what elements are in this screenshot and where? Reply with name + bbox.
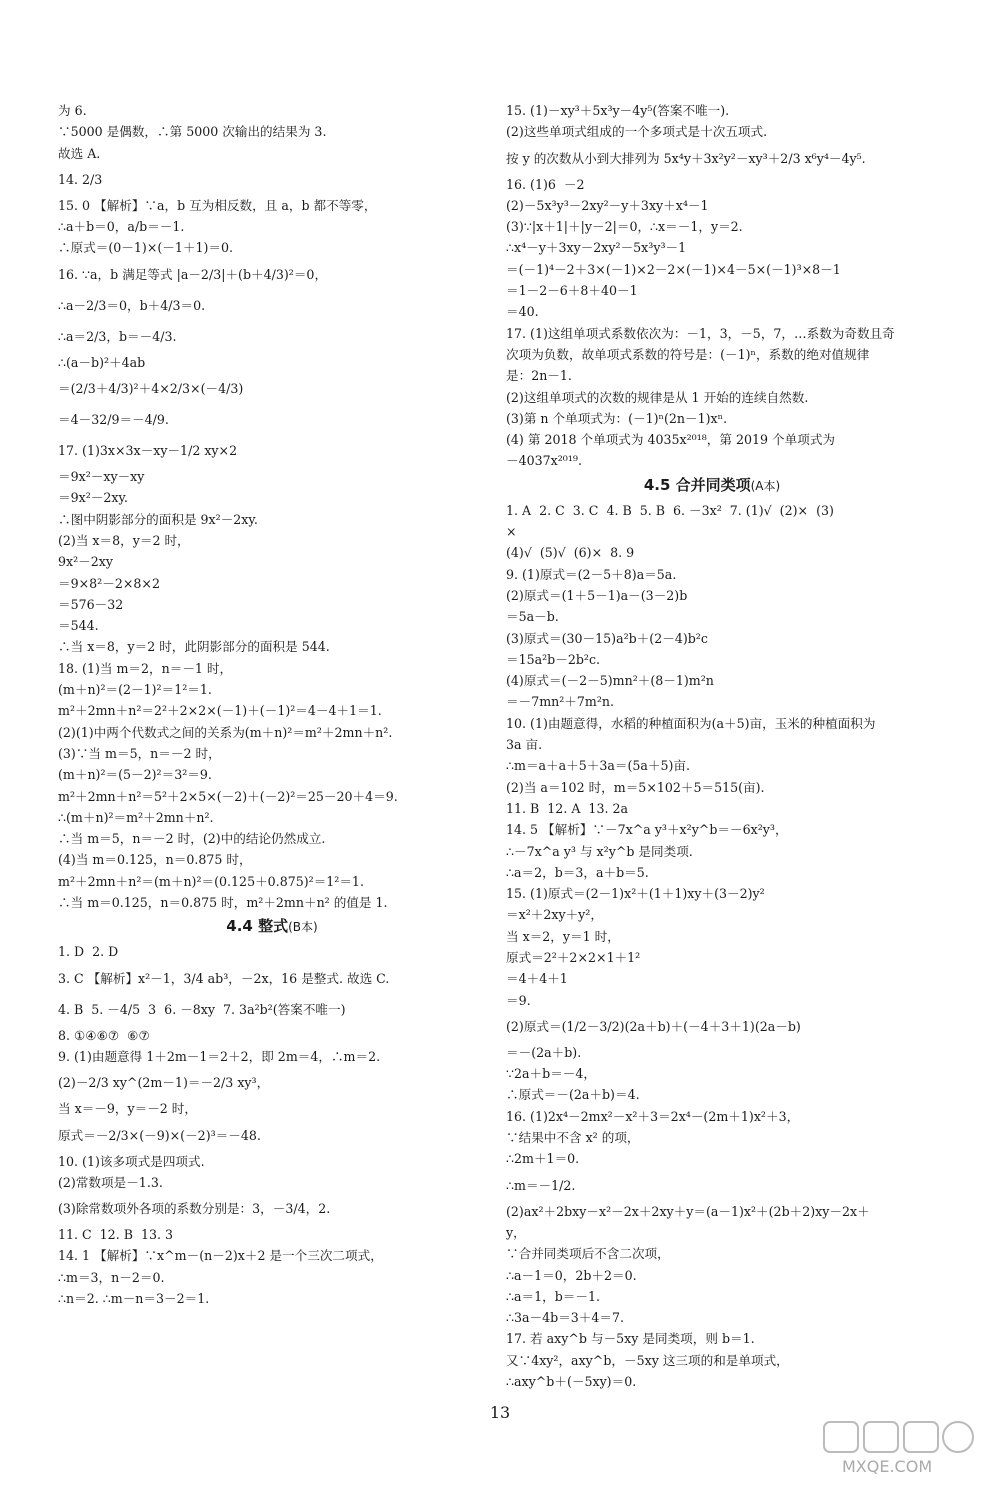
answer-line: ＝－7mn²＋7m²n. (506, 694, 615, 710)
section-title: 4.5 合并同类项 (643, 475, 751, 494)
answer-line: 1. A 2. C 3. C 4. B 5. B 6. －3x² 7. (1)√ (2)× (3) (506, 502, 834, 518)
answer-line: ∴－7x^a y³ 与 x²y^b 是同类项. (506, 843, 693, 859)
answer-line: 3a 亩. (506, 737, 543, 753)
answer-line: 当 x＝－9，y＝－2 时， (58, 1101, 197, 1117)
answer-line: ＝544. (58, 618, 99, 634)
section-edition: (B本) (288, 920, 318, 935)
answer-line: (2)常数项是－1.3. (58, 1174, 163, 1190)
answer-line: (2)(1)中两个代数式之间的关系为(m＋n)²＝m²＋2mn＋n². (58, 724, 393, 740)
answer-line: 16. (1)6 －2 (506, 176, 585, 192)
answer-line: 是：2n－1. (506, 368, 572, 384)
answer-line: ∵2a＋b＝－4， (506, 1066, 596, 1082)
answer-line: (4)当 m＝0.125，n＝0.875 时， (58, 852, 252, 868)
answer-line: ＝－(2a＋b). (506, 1044, 582, 1060)
answer-line: 10. (1)由题意得，水稻的种植面积为(a＋5)亩，玉米的种植面积为 (506, 715, 876, 731)
answer-line: ＝576－32 (58, 596, 124, 612)
answer-line: 8. ①④⑥⑦ ⑥⑦ (58, 1027, 150, 1043)
answer-line: ∴axy^b＋(－5xy)＝0. (506, 1374, 637, 1390)
answer-line: ＝4－32/9＝－4/9. (58, 412, 169, 428)
answer-line: ∴m＝－1/2. (506, 1177, 576, 1193)
answer-line: 14. 2/3 (58, 171, 103, 187)
section-title: 4.4 整式 (226, 917, 289, 936)
answer-line: (3)∵当 m＝5，n＝－2 时， (58, 745, 221, 761)
answer-line: 当 x＝2，y＝1 时， (506, 928, 620, 944)
answer-line: (3)第 n 个单项式为：(－1)ⁿ(2n－1)xⁿ. (506, 410, 728, 426)
answer-line: 原式＝2²＋2×2×1＋1² (506, 949, 641, 965)
answer-line: (4)原式＝(－2－5)mn²＋(8－1)m²n (506, 673, 714, 689)
watermark-text: MXQE.COM (842, 1457, 933, 1476)
answer-line: ∴a＝2/3，b＝－4/3. (58, 328, 177, 344)
answer-line: 3. C 【解析】x²－1，3/4 ab³，－2x，16 是整式. 故选 C. (58, 970, 390, 986)
answer-line: －4037x²⁰¹⁹. (506, 453, 582, 469)
answer-line: ＝x²＋2xy＋y²， (506, 907, 603, 923)
answer-line: (m＋n)²＝(5－2)²＝3²＝9. (58, 767, 212, 783)
answer-line: ＝9×8²－2×8×2 (58, 575, 160, 591)
answer-line: (3)除常数项外各项的系数分别是：3，－3/4，2. (58, 1201, 331, 1217)
answer-line: 10. (1)该多项式是四项式. (58, 1153, 205, 1169)
answer-line: ∴原式＝(0－1)×(－1＋1)＝0. (58, 240, 234, 256)
answer-line: ＝9x²－2xy. (58, 490, 128, 506)
answer-line: ＝(－1)⁴－2＋3×(－1)×2－2×(－1)×4－5×(－1)³×8－1 (506, 261, 841, 277)
answer-line: (2)当 x＝8，y＝2 时， (58, 532, 190, 548)
answer-line: 15. 0 【解析】∵a，b 互为相反数，且 a，b 都不等零， (58, 197, 377, 213)
section-heading (58, 913, 486, 941)
answer-line: ＝5a－b. (506, 609, 559, 625)
answer-line: ＝9x²－xy－xy (58, 469, 145, 485)
answer-line: ∴a＝2，b＝3，a＋b＝5. (506, 864, 649, 880)
answer-line: 15. (1)原式＝(2－1)x²＋(1＋1)xy＋(3－2)y² (506, 886, 765, 902)
answer-line: ∵结果中不含 x² 的项， (506, 1130, 640, 1146)
answer-line: ∴3a－4b＝3＋4＝7. (506, 1310, 625, 1326)
answer-line: 1. D 2. D (58, 944, 119, 960)
answer-line: ∴n＝2. ∴m－n＝3－2＝1. (58, 1290, 210, 1306)
answer-line: (2)原式＝(1＋5－1)a－(3－2)b (506, 587, 688, 603)
answer-line: ∴m＝3，n－2＝0. (58, 1269, 165, 1285)
answer-line: 次项为负数，故单项式系数的符号是：(－1)ⁿ，系数的绝对值规律 (506, 346, 870, 362)
answer-line: 4. B 5. －4/5 3 6. －8xy 7. 3a²b²(答案不唯一) (58, 1001, 346, 1017)
answer-line: (4)√ (5)√ (6)× 8. 9 (506, 545, 635, 561)
answer-line: ∴2m＋1＝0. (506, 1151, 580, 1167)
answer-line: ∵合并同类项后不含二次项， (506, 1246, 670, 1262)
answer-line: 11. B 12. A 13. 2a (506, 800, 628, 816)
answer-line: ∴a－1＝0，2b＋2＝0. (506, 1267, 637, 1283)
answer-line: (2)原式＝(1/2－3/2)(2a＋b)＋(－4＋3＋1)(2a－b) (506, 1018, 801, 1034)
answer-line: 14. 1 【解析】∵x^m－(n－2)x＋2 是一个三次二项式， (58, 1248, 383, 1264)
answer-line: ∴图中阴影部分的面积是 9x²－2xy. (58, 511, 258, 527)
answer-line: ＝1－2－6＋8＋40－1 (506, 283, 638, 299)
answer-line: (2)当 a＝102 时，m＝5×102＋5＝515(亩). (506, 779, 765, 795)
answer-line: (2)这组单项式的次数的规律是从 1 开始的连续自然数. (506, 389, 809, 405)
answer-line: 15. (1)－xy³＋5x³y－4y⁵(答案不唯一). (506, 103, 730, 118)
left-column (58, 100, 486, 1309)
answer-line: 9x²－2xy (58, 554, 113, 570)
answer-line: 故选 A. (58, 145, 101, 161)
answer-line: 17. (1)3x×3x－xy－1/2 xy×2 (58, 443, 238, 459)
section-heading (506, 472, 918, 500)
answer-line: ∴当 m＝5，n＝－2 时，(2)中的结论仍然成立. (58, 831, 326, 847)
answer-line: ＝4＋4＋1 (506, 971, 568, 987)
answer-line: × (506, 524, 517, 540)
answer-line: (2)－5x³y³－2xy²－y＋3xy＋x⁴－1 (506, 197, 709, 213)
answer-line: (2)－2/3 xy^(2m－1)＝－2/3 xy³， (58, 1075, 270, 1091)
answer-line: (m＋n)²＝(2－1)²＝1²＝1. (58, 682, 212, 698)
answer-line: (2)ax²＋2bxy－x²－2x＋2xy＋y＝(a－1)x²＋(2b＋2)xy－2x＋ (506, 1203, 870, 1219)
answer-line: ∴当 m＝0.125，n＝0.875 时，m²＋2mn＋n² 的值是 1. (58, 895, 388, 911)
answer-line: y， (506, 1224, 526, 1240)
answer-line: ∵5000 是偶数，∴第 5000 次输出的结果为 3. (58, 124, 327, 140)
answer-line: 11. C 12. B 13. 3 (58, 1227, 174, 1243)
answer-line: m²＋2mn＋n²＝5²＋2×5×(－2)＋(－2)²＝25－20＋4＝9. (58, 788, 398, 804)
answer-line: 为 6. (58, 103, 87, 118)
watermark-logo (822, 1418, 982, 1478)
answer-line: 16. (1)2x⁴－2mx²－x²＋3＝2x⁴－(2m＋1)x²＋3， (506, 1108, 800, 1124)
answer-line: ∴x⁴－y＋3xy－2xy²－5x³y³－1 (506, 240, 687, 256)
section-edition: (A本) (750, 478, 781, 493)
answer-line: 18. (1)当 m＝2，n＝－1 时， (58, 660, 233, 676)
answer-line: 原式＝－2/3×(－9)×(－2)³＝－48. (58, 1127, 261, 1143)
answer-line: ∴原式＝－(2a＋b)＝4. (506, 1087, 640, 1103)
answer-line: (3)∵|x＋1|＋|y－2|＝0，∴x＝－1，y＝2. (506, 219, 743, 235)
right-column (506, 100, 918, 1392)
answer-line: 9. (1)由题意得 1＋2m－1＝2＋2，即 2m＝4，∴m＝2. (58, 1048, 381, 1064)
answer-line: (2)这些单项式组成的一个多项式是十次五项式. (506, 124, 768, 140)
answer-line: ∴a＝1，b＝－1. (506, 1288, 600, 1304)
answer-line: (4) 第 2018 个单项式为 4035x²⁰¹⁸，第 2019 个单项式为 (506, 432, 836, 448)
answer-line: 14. 5 【解析】∵－7x^a y³＋x²y^b＝－6x²y³， (506, 822, 788, 838)
answer-line: (3)原式＝(30－15)a²b＋(2－4)b²c (506, 630, 708, 646)
answer-line: 又∵4xy²，axy^b，－5xy 这三项的和是单项式， (506, 1352, 789, 1368)
answer-line: ∴当 x＝8，y＝2 时，此阴影部分的面积是 544. (58, 639, 330, 655)
answer-line: 按 y 的次数从小到大排列为 5x⁴y＋3x²y²－xy³＋2/3 x⁶y⁴－4y⁵. (506, 150, 866, 166)
page-number: 13 (489, 1403, 511, 1422)
answer-line: ∴(m＋n)²＝m²＋2mn＋n². (58, 809, 214, 825)
answer-line: 17. 若 axy^b 与－5xy 是同类项，则 b＝1. (506, 1331, 755, 1347)
answer-line: ∴a＋b＝0，a/b＝－1. (58, 219, 185, 235)
answer-line: ＝15a²b－2b²c. (506, 651, 601, 667)
answer-line: 17. (1)这组单项式系数依次为：－1，3，－5，7，…系数为奇数且奇 (506, 325, 895, 341)
answer-line: ∴m＝a＋a＋5＋3a＝(5a＋5)亩. (506, 758, 691, 774)
answer-line: ＝40. (506, 304, 539, 320)
answer-line: ∴a－2/3＝0，b＋4/3＝0. (58, 297, 206, 313)
answer-line: m²＋2mn＋n²＝2²＋2×2×(－1)＋(－1)²＝4－4＋1＝1. (58, 703, 382, 719)
answer-line: ∴(a－b)²＋4ab (58, 354, 146, 370)
answer-line: 9. (1)原式＝(2－5＋8)a＝5a. (506, 566, 677, 582)
answer-line: ＝(2/3＋4/3)²＋4×2/3×(－4/3) (58, 381, 244, 397)
answer-line: ＝9. (506, 992, 531, 1008)
answer-line: m²＋2mn＋n²＝(m＋n)²＝(0.125＋0.875)²＝1²＝1. (58, 873, 364, 889)
answer-line: 16. ∵a，b 满足等式 |a－2/3|＋(b＋4/3)²＝0， (58, 266, 328, 282)
